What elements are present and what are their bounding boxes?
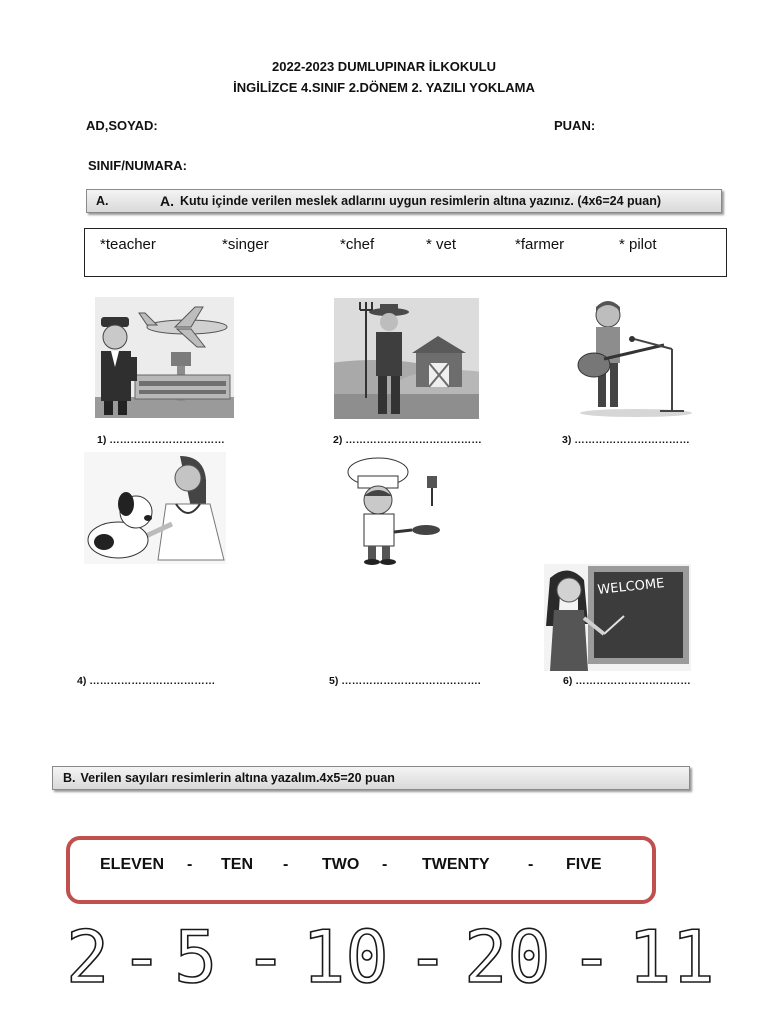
- word-teacher: *teacher: [100, 236, 156, 253]
- board-welcome-text: WELCOME: [596, 576, 666, 598]
- answer-line-2[interactable]: 2) …………………………………: [333, 434, 482, 446]
- word-vet: * vet: [426, 236, 457, 253]
- name-field-label: AD,SOYAD:: [86, 118, 158, 133]
- section-b-heading: [52, 766, 690, 790]
- exam-title: İNGİLİZCE 4.SINIF 2.DÖNEM 2. YAZILI YOKLAMA: [233, 80, 535, 95]
- big-number-20: 20: [464, 918, 551, 998]
- singer-illustration: [572, 299, 700, 419]
- number-word-separator: -: [528, 856, 534, 873]
- section-b-instruction: Verilen sayıları resimlerin altına yazalım.4x5=20 puan: [80, 771, 395, 785]
- chef-illustration: [342, 456, 450, 568]
- number-word-ten: TEN: [221, 856, 253, 873]
- pilot-picture: [95, 297, 234, 418]
- big-number-separator: -: [570, 918, 614, 998]
- teacher-picture: [544, 564, 691, 671]
- big-number-separator: -: [406, 918, 450, 998]
- singer-picture: [572, 299, 700, 419]
- answer-line-1[interactable]: 1) ……………………………: [97, 434, 225, 446]
- number-words-box: [66, 836, 656, 904]
- teacher-illustration: [544, 564, 691, 671]
- answer-line-3[interactable]: 3) ……………………………: [562, 434, 690, 446]
- vet-illustration: [84, 452, 226, 564]
- big-number-5: 5: [174, 918, 218, 998]
- section-a-sub-letter: A.: [160, 193, 174, 209]
- number-word-five: FIVE: [566, 856, 602, 873]
- word-chef: *chef: [340, 236, 375, 253]
- big-number-2: 2: [66, 918, 110, 998]
- chef-picture: [342, 456, 450, 568]
- vet-picture: [84, 452, 226, 564]
- big-number-11: 11: [628, 918, 715, 998]
- section-a-heading: [86, 189, 722, 213]
- class-field-label: SINIF/NUMARA:: [88, 158, 187, 173]
- answer-line-6[interactable]: 6) ……………………………: [563, 675, 691, 687]
- word-singer: *singer: [222, 236, 269, 253]
- number-word-twenty: TWENTY: [422, 856, 490, 873]
- farmer-illustration: [334, 298, 479, 419]
- worksheet-header: [0, 56, 768, 98]
- word-farmer: *farmer: [515, 236, 565, 253]
- word-pilot: * pilot: [619, 236, 657, 253]
- pilot-illustration: [95, 297, 234, 418]
- farmer-picture: [334, 298, 479, 419]
- number-word-separator: -: [283, 856, 289, 873]
- section-b-letter: B.: [63, 771, 76, 785]
- answer-line-4[interactable]: 4) ………………………………: [77, 675, 216, 687]
- big-number-separator: -: [244, 918, 288, 998]
- big-number-10: 10: [302, 918, 389, 998]
- number-word-separator: -: [187, 856, 193, 873]
- number-word-separator: -: [382, 856, 388, 873]
- answer-line-5[interactable]: 5) ………………………………….: [329, 675, 481, 687]
- school-title: 2022-2023 DUMLUPINAR İLKOKULU: [272, 59, 496, 74]
- section-a-instruction: Kutu içinde verilen meslek adlarını uygun resimlerin altına yazınız. (4x6=24 puan): [180, 194, 662, 208]
- word-bank-box: [84, 228, 727, 277]
- score-field-label: PUAN:: [554, 118, 596, 133]
- outlined-numbers-row: [62, 918, 722, 998]
- number-word-eleven: ELEVEN: [100, 856, 165, 873]
- big-number-separator: -: [120, 918, 164, 998]
- section-a-letter: A.: [96, 194, 109, 208]
- number-word-two: TWO: [322, 856, 360, 873]
